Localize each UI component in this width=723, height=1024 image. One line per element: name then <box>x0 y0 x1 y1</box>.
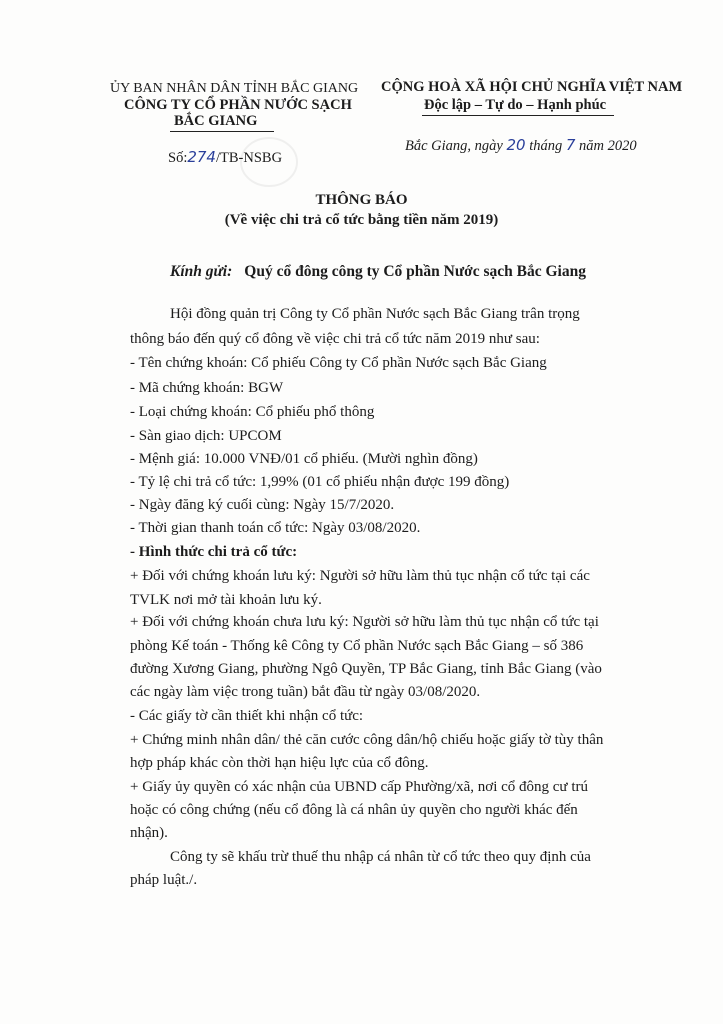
body-line: nhận). <box>130 825 168 841</box>
date-suffix: năm 2020 <box>575 138 637 154</box>
recipient-label: Kính gửi: <box>170 263 233 280</box>
body-line: - Tên chứng khoán: Cổ phiếu Công ty Cổ phần Nước sạch Bắc Giang <box>130 355 547 371</box>
date-mid: tháng <box>525 138 566 154</box>
body-line: Công ty sẽ khấu trừ thuế thu nhập cá nhân từ cổ tức theo quy định của <box>170 849 591 865</box>
body-line: các ngày làm việc trong tuần) bắt đầu từ ngày 03/08/2020. <box>130 684 481 700</box>
body-line: - Loại chứng khoán: Cổ phiếu phổ thông <box>130 404 375 420</box>
org-name-line1: CÔNG TY CỔ PHẦN NƯỚC SẠCH <box>124 97 352 113</box>
body-line: + Đối với chứng khoán chưa lưu ký: Người sở hữu làm thủ tục nhận cổ tức tại <box>130 614 599 630</box>
document-subtitle: (Về việc chi trả cổ tức bằng tiền năm 2019) <box>224 212 499 228</box>
org-name-underline <box>170 131 274 132</box>
body-line: + Đối với chứng khoán lưu ký: Người sở hữu làm thủ tục nhận cổ tức tại các <box>130 568 590 584</box>
body-line: - Tỷ lệ chi trả cổ tức: 1,99% (01 cổ phiếu nhận được 199 đồng) <box>130 474 510 490</box>
document-number <box>168 148 282 167</box>
national-motto: Độc lập – Tự do – Hạnh phúc <box>424 97 607 113</box>
org-parent-name: ỦY BAN NHÂN DÂN TỈNH BẮC GIANG <box>110 81 359 96</box>
body-line: - Thời gian thanh toán cổ tức: Ngày 03/08/2020. <box>130 520 421 536</box>
body-line: đường Xương Giang, phường Ngô Quyền, TP Bắc Giang, tỉnh Bắc Giang (vào <box>130 661 602 677</box>
body-line: TVLK nơi mở tài khoản lưu ký. <box>130 592 322 608</box>
body-line: + Chứng minh nhân dân/ thẻ căn cước công dân/hộ chiếu hoặc giấy tờ tùy thân <box>130 732 604 748</box>
docno-number-handwritten: 274 <box>187 148 216 166</box>
docno-suffix: /TB-NSBG <box>215 150 283 166</box>
issue-date <box>405 136 637 155</box>
org-name-line2: BẮC GIANG <box>174 113 258 129</box>
date-day-handwritten: 20 <box>506 136 526 154</box>
recipient-text: Quý cổ đông công ty Cổ phần Nước sạch Bắc Giang <box>244 263 586 280</box>
body-line: hợp pháp khác còn thời hạn hiệu lực của cổ đông. <box>130 755 429 771</box>
body-line: phòng Kế toán - Thống kê Công ty Cổ phần Nước sạch Bắc Giang – số 386 <box>130 638 584 654</box>
body-line: Hội đồng quản trị Công ty Cổ phần Nước sạch Bắc Giang trân trọng <box>170 306 580 322</box>
body-line: - Các giấy tờ cần thiết khi nhận cổ tức: <box>130 708 364 724</box>
body-line: - Mệnh giá: 10.000 VNĐ/01 cổ phiếu. (Mười nghìn đồng) <box>130 451 478 467</box>
document-title: THÔNG BÁO <box>315 192 408 208</box>
national-motto-underline <box>422 115 614 116</box>
body-line: thông báo đến quý cổ đông về việc chi trả cổ tức năm 2019 như sau: <box>130 331 540 347</box>
body-line: - Mã chứng khoán: BGW <box>130 380 284 396</box>
body-line: hoặc có công chứng (nếu cổ đông là cá nhân ủy quyền cho người khác đến <box>130 802 578 818</box>
national-title: CỘNG HOÀ XÃ HỘI CHỦ NGHĨA VIỆT NAM <box>381 79 683 95</box>
body-line: - Ngày đăng ký cuối cùng: Ngày 15/7/2020. <box>130 497 395 513</box>
recipient-line <box>170 263 586 281</box>
date-month-handwritten: 7 <box>565 136 576 154</box>
body-line: - Hình thức chi trả cổ tức: <box>130 544 298 560</box>
docno-prefix: Số: <box>168 150 188 166</box>
body-line: + Giấy ủy quyền có xác nhận của UBND cấp Phường/xã, nơi cổ đông cư trú <box>130 779 588 795</box>
body-line: - Sàn giao dịch: UPCOM <box>130 428 282 444</box>
body-line: pháp luật./. <box>130 872 198 888</box>
date-prefix: Bắc Giang, ngày <box>405 138 507 154</box>
